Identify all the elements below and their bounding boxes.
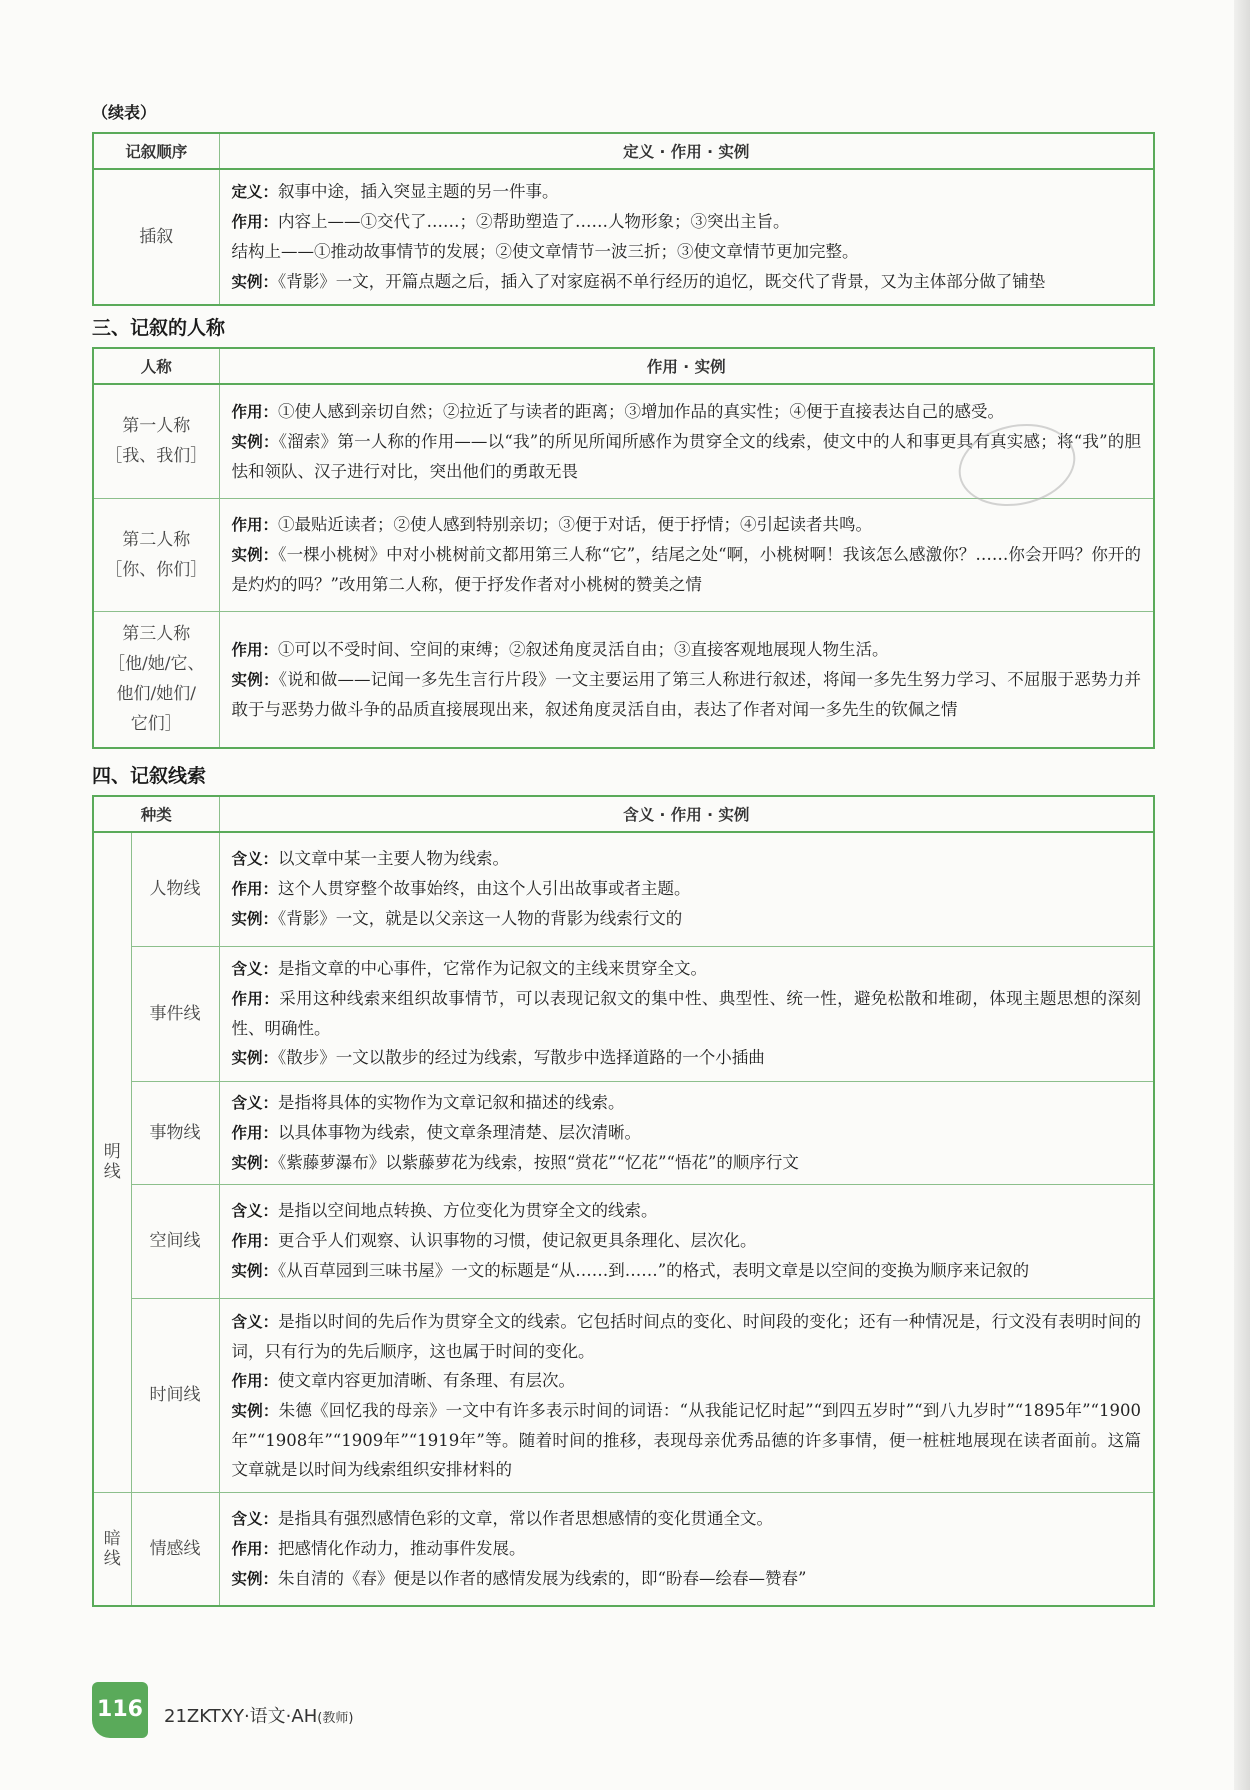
group-explicit-line: 明线 xyxy=(93,832,131,1492)
section4-title: 四、记叙线索 xyxy=(92,765,207,787)
narrative-clue-table xyxy=(92,795,1155,1607)
content-line: 作用：把感情化作动力，推动事件发展。 xyxy=(231,1538,526,1558)
content-line: 实例：朱自清的《春》便是以作者的感情发展为线索的，即“盼春—绘春—赞春” xyxy=(231,1568,807,1588)
content-line: 含义：是指具有强烈感情色彩的文章，常以作者思想感情的变化贯通全文。 xyxy=(231,1508,774,1528)
content-line: 作用：①可以不受时间、空间的束缚；②叙述角度灵活自由；③直接客观地展现人物生活。 xyxy=(231,639,889,659)
continued-label: （续表） xyxy=(92,103,157,122)
row-label-emotion-line: 情感线 xyxy=(131,1492,219,1606)
content-line: 含义：是指以时间的先后作为贯穿全文的线索。它包括时间点的变化、时间段的变化；还有一种情况是，行文没有表明时间的词，只有行为的先后顺序，这也属于时间的变化。 xyxy=(231,1311,1141,1361)
event-line-content xyxy=(219,946,1154,1081)
content-line: 作用：以具体事物为线索，使文章条理清楚、层次清晰。 xyxy=(231,1122,642,1142)
content-line: 结构上——①推动故事情节的发展；②使文章情节一波三折；③使文章情节更加完整。 xyxy=(231,242,859,261)
table1-header-order: 记叙顺序 xyxy=(93,133,219,169)
table2-header-person: 人称 xyxy=(93,348,219,384)
content-line: 实例：《背影》一文，就是以父亲这一人物的背影为线索行文的 xyxy=(231,909,683,929)
content-line: 实例：《紫藤萝瀑布》以紫藤萝花为线索，按照“赏花”“忆花”“悟花”的顺序行文 xyxy=(231,1152,799,1172)
page-edge xyxy=(1234,0,1250,1790)
row-label-space-line: 空间线 xyxy=(131,1184,219,1298)
row-label-event-line: 事件线 xyxy=(131,946,219,1081)
content-line: 实例：朱德《回忆我的母亲》一文中有许多表示时间的词语：“从我能记忆时起”“到四五岁时”“到八九岁时”“1895年”“1900年”“1908年”“1909年”“1919年”等。随着时间的推移，表现母亲优秀品德的许多事情，便一桩桩地展现在读者面前。这篇文章就是以时间为线索组织安排材料的 xyxy=(231,1400,1141,1479)
second-person-content xyxy=(219,498,1154,611)
row-label-character-line: 人物线 xyxy=(131,832,219,946)
table1-header-definition: 定义 · 作用 · 实例 xyxy=(219,133,1154,169)
content-line: 含义：是指将具体的实物作为文章记叙和描述的线索。 xyxy=(231,1092,625,1112)
content-line: 含义：是指以空间地点转换、方位变化为贯穿全文的线索。 xyxy=(231,1201,658,1220)
row-label-first-person: 第一人称 ［我、我们］ xyxy=(93,384,219,498)
table3-header-meaning: 含义 · 作用 · 实例 xyxy=(219,796,1154,832)
content-line: 作用：内容上——①交代了……；②帮助塑造了……人物形象；③突出主旨。 xyxy=(231,212,790,231)
third-person-content xyxy=(219,611,1154,748)
content-line: 含义：是指文章的中心事件，它常作为记叙文的主线来贯穿全文。 xyxy=(231,959,708,978)
content-line: 实例：《一棵小桃树》中对小桃树前文都用第三人称“它”，结尾之处“啊，小桃树啊！我该怎么感激你？……你会开吗？你开的是灼灼的吗？”改用第二人称，便于抒发作者对小桃树的赞美之情 xyxy=(231,545,1141,594)
row-label-object-line: 事物线 xyxy=(131,1081,219,1184)
table3-header-type: 种类 xyxy=(93,796,219,832)
content-line: 作用：更合乎人们观察、认识事物的习惯，使记叙更具条理化、层次化。 xyxy=(231,1231,757,1250)
content-line: 作用：①最贴近读者；②使人感到特别亲切；③便于对话，便于抒情；④引起读者共鸣。 xyxy=(231,515,873,534)
object-line-content xyxy=(219,1081,1154,1184)
character-line-content xyxy=(219,832,1154,946)
group-implicit-line: 暗线 xyxy=(93,1492,131,1606)
row-label-third-person: 第三人称 ［他/她/它、 他们/她们/ 它们］ xyxy=(93,611,219,748)
space-line-content xyxy=(219,1184,1154,1298)
content-line: 作用：使文章内容更加清晰、有条理、有层次。 xyxy=(231,1370,576,1390)
content-line: 实例：《说和做——记闻一多先生言行片段》一文主要运用了第三人称进行叙述，将闻一多先生努力学习、不屈服于恶势力并敢于与恶势力做斗争的品质直接展现出来，叙述角度灵活自由，表达了作者对闻一多先生的钦佩之情 xyxy=(231,669,1141,719)
content-line: 实例：《散步》一文以散步的经过为线索，写散步中选择道路的一个小插曲 xyxy=(231,1048,765,1067)
interpolation-content xyxy=(219,169,1154,305)
page-number-badge: 116 xyxy=(92,1682,148,1738)
content-line: 实例：《背影》一文，开篇点题之后，插入了对家庭祸不单行经历的追忆，既交代了背景，又为主体部分做了铺垫 xyxy=(231,272,1046,291)
content-line: 实例：《从百草园到三味书屋》一文的标题是“从……到……”的格式，表明文章是以空间的变换为顺序来记叙的 xyxy=(231,1261,1030,1280)
content-line: 作用：①使人感到亲切自然；②拉近了与读者的距离；③增加作品的真实性；④便于直接表达自己的感受。 xyxy=(231,401,1005,421)
time-line-content xyxy=(219,1298,1154,1492)
narrative-person-table xyxy=(92,347,1155,749)
footer-code: 21ZKTXY·语文·AH(教师) xyxy=(164,1706,354,1727)
content-line: 实例：《溜索》第一人称的作用——以“我”的所见所闻所感作为贯穿全文的线索，使文中的人和事更具有真实感；将“我”的胆怯和领队、汉子进行对比，突出他们的勇敢无畏 xyxy=(231,431,1141,481)
narrative-order-table xyxy=(92,132,1155,306)
content-line: 作用：采用这种线索来组织故事情节，可以表现记叙文的集中性、典型性、统一性，避免松散和堆砌，体现主题思想的深刻性、明确性。 xyxy=(231,989,1141,1038)
section3-title: 三、记叙的人称 xyxy=(92,317,226,339)
row-label-interpolation: 插叙 xyxy=(93,169,219,305)
row-label-time-line: 时间线 xyxy=(131,1298,219,1492)
row-label-second-person: 第二人称 ［你、你们］ xyxy=(93,498,219,611)
content-line: 定义：叙事中途，插入突显主题的另一件事。 xyxy=(231,182,559,201)
emotion-line-content xyxy=(219,1492,1154,1606)
table2-header-function: 作用 · 实例 xyxy=(219,348,1154,384)
content-line: 作用：这个人贯穿整个故事始终，由这个人引出故事或者主题。 xyxy=(231,879,691,899)
content-line: 含义：以文章中某一主要人物为线索。 xyxy=(231,849,510,869)
